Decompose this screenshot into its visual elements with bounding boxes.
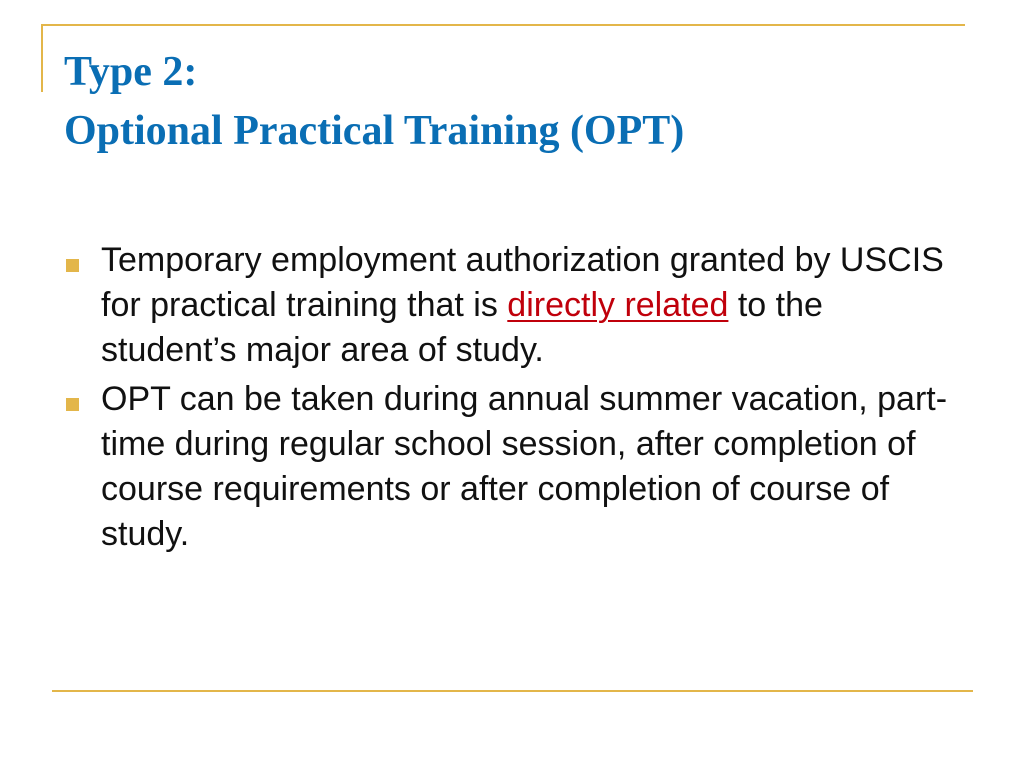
bullet-list [64, 238, 964, 561]
title-line-1: Type 2: [64, 49, 198, 95]
directly-related-link[interactable]: directly related [507, 286, 729, 324]
bullet-1-text-after: to the student’s major area of study. [101, 286, 823, 369]
bullet-item-2 [64, 377, 964, 557]
bullet-1-text-before: Temporary employment authorization granted by USCIS for practical training that is [101, 241, 944, 324]
square-bullet-icon [66, 259, 79, 272]
slide-title [64, 43, 964, 161]
bullet-item-1 [64, 238, 964, 373]
frame-bottom-line [52, 690, 973, 692]
bullet-2-text: OPT can be taken during annual summer vacation, part-time during regular school session, after completion of course requirements or after completion of course of study. [101, 380, 948, 553]
square-bullet-icon [66, 398, 79, 411]
title-line-2: Optional Practical Training (OPT) [64, 108, 685, 154]
frame-left-line [41, 24, 43, 92]
frame-top-line [41, 24, 965, 26]
